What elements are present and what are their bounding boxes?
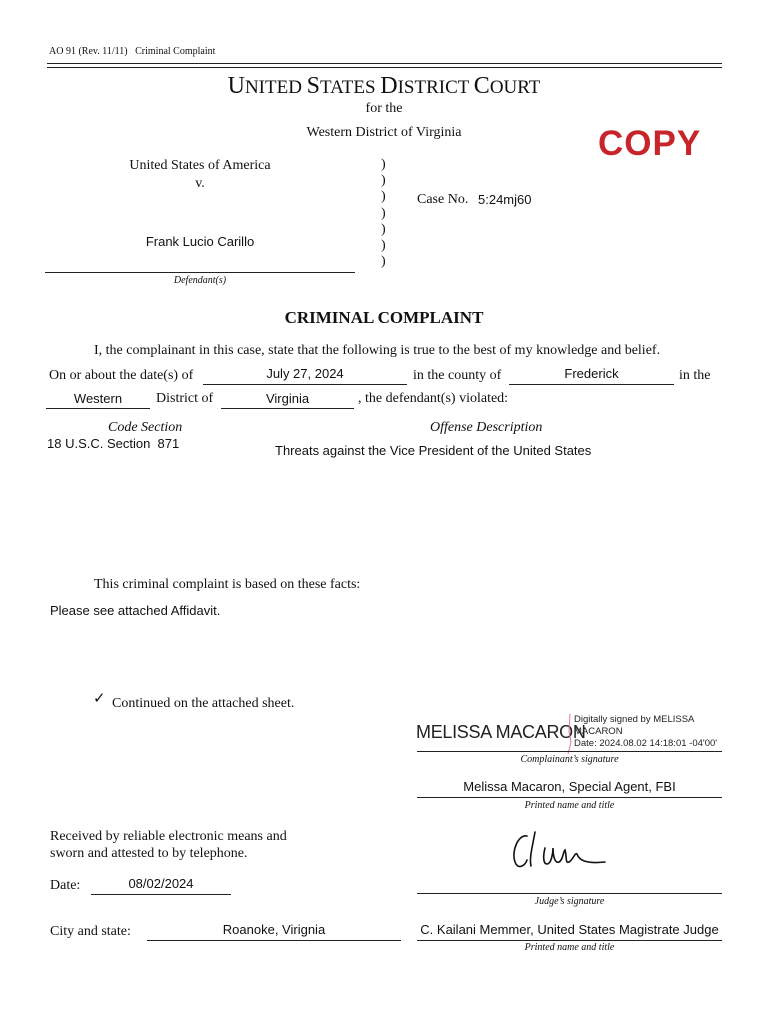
date-value: 08/02/2024 xyxy=(128,876,194,891)
district-name: Western District of Virginia xyxy=(306,125,462,140)
in-the-suffix: in the xyxy=(679,368,711,383)
form-id xyxy=(49,46,215,57)
copy-stamp: COPY xyxy=(598,124,702,163)
caption-parens: ) ) ) ) ) ) ) xyxy=(381,157,386,270)
offense-description-value: Threats against the Vice President of the United States xyxy=(275,443,592,458)
complainant-statement: I, the complainant in this case, state that the following is true to the best of my knowledge and belief. xyxy=(94,343,661,358)
complaint-heading: CRIMINAL COMPLAINT xyxy=(284,308,484,327)
district-value: Western xyxy=(73,391,123,406)
judge-printed-rule xyxy=(417,940,722,941)
district-of-label: District of xyxy=(156,391,214,406)
for-the: for the xyxy=(365,101,403,116)
offense-date-rule xyxy=(203,384,407,385)
continued-checkbox[interactable]: ✓ xyxy=(93,690,106,707)
versus: v. xyxy=(195,176,205,191)
continued-label: Continued on the attached sheet. xyxy=(112,696,295,711)
date-prefix: On or about the date(s) of xyxy=(49,368,194,383)
form-number: AO 91 (Rev. 11/11) xyxy=(49,46,128,57)
complainant-printed-label: Printed name and title xyxy=(524,800,615,811)
form-name: Criminal Complaint xyxy=(135,46,216,57)
violated-suffix: , the defendant(s) violated: xyxy=(358,391,509,406)
header-rule-top xyxy=(47,63,722,64)
case-no-value: 5:24mj60 xyxy=(478,192,532,207)
state-value: Virginia xyxy=(265,391,310,406)
judge-signature-rule xyxy=(417,893,722,894)
city-rule xyxy=(147,940,401,941)
offense-description-header: Offense Description xyxy=(430,420,543,435)
received-text: Received by reliable electronic means and sworn and attested to by telephone. xyxy=(50,829,287,861)
district-rule xyxy=(46,408,150,409)
complainant-signature: MELISSA MACARON xyxy=(416,722,586,742)
judge-signature-label: Judge’s signature xyxy=(534,896,605,907)
judge-printed-name: C. Kailani Memmer, United States Magistrate Judge xyxy=(420,922,719,937)
code-section-value: 18 U.S.C. Section 871 xyxy=(47,436,180,451)
complainant-signature-rule xyxy=(417,751,722,752)
judge-printed-label: Printed name and title xyxy=(524,942,615,953)
defendant-name: Frank Lucio Carillo xyxy=(145,234,255,249)
defendant-label: Defendant(s) xyxy=(173,275,227,286)
complainant-signature-label: Complainant’s signature xyxy=(520,754,619,765)
county-value: Frederick xyxy=(564,366,619,381)
date-label: Date: xyxy=(50,878,81,893)
defendant-rule xyxy=(45,272,355,273)
state-rule xyxy=(221,408,354,409)
city-value: Roanoke, Virignia xyxy=(222,922,326,937)
facts-text: Please see attached Affidavit. xyxy=(50,603,221,618)
complainant-printed-rule xyxy=(417,797,722,798)
city-label: City and state: xyxy=(50,924,131,939)
judge-signature xyxy=(505,826,615,872)
court-title: UNITED STATES DISTRICT COURT xyxy=(227,73,541,99)
plaintiff-name: United States of America xyxy=(129,158,271,173)
date-rule xyxy=(91,894,231,895)
offense-date: July 27, 2024 xyxy=(266,366,344,381)
header-rule-bottom xyxy=(47,67,722,68)
county-rule xyxy=(509,384,674,385)
facts-label: This criminal complaint is based on these facts: xyxy=(94,577,361,592)
complainant-printed-name: Melissa Macaron, Special Agent, FBI xyxy=(463,779,676,794)
county-label: in the county of xyxy=(413,368,502,383)
digital-signature-note: Digitally signed by MELISSA MACARON Date: 2024.08.02 14:18:01 -04'00' xyxy=(574,714,718,749)
case-no-label: Case No. xyxy=(417,192,469,207)
code-section-header: Code Section xyxy=(108,420,183,435)
